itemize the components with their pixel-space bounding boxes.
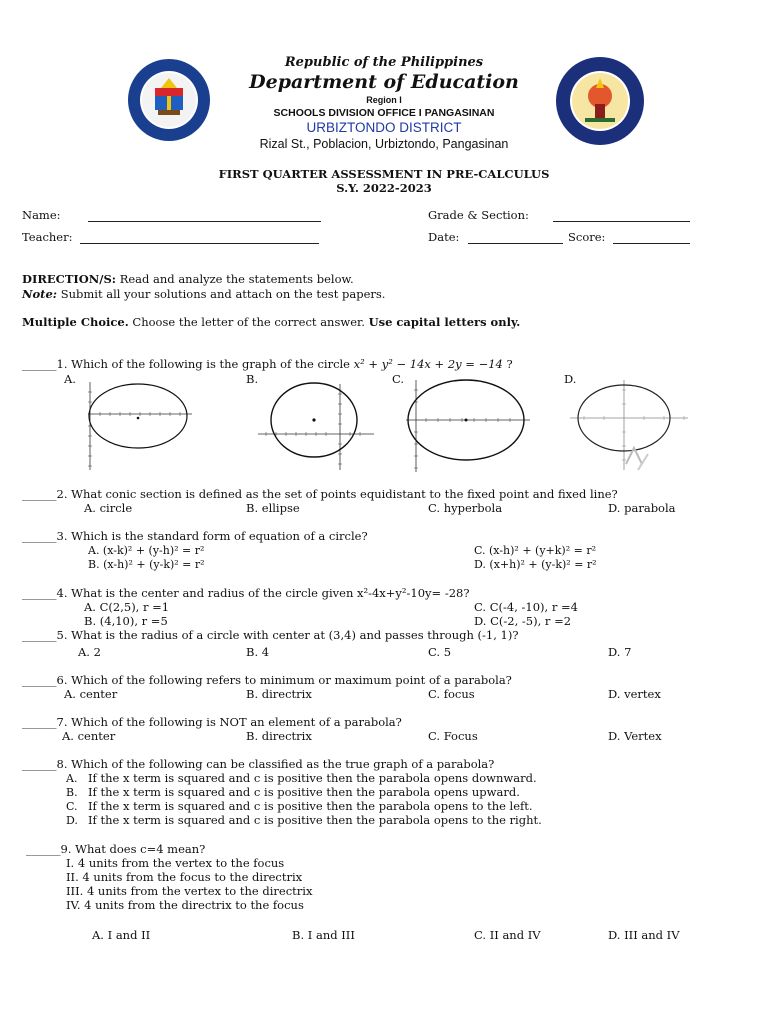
q8-option-c[interactable]: If the x term is squared and c is positive then the parabola opens to the left. <box>88 799 533 813</box>
note-line <box>22 287 385 301</box>
note-text: Submit all your solutions and attach on the test papers. <box>57 287 386 301</box>
grade-section-label: Grade & Section: <box>428 208 529 222</box>
answer-blank[interactable]: ______ <box>22 586 57 600</box>
directions-line <box>22 272 354 286</box>
q7-option-b[interactable]: B. directrix <box>246 729 312 743</box>
address-label: Rizal St., Poblacion, Urbiztondo, Pangasinan <box>259 137 509 151</box>
directions-label: DIRECTION/S: <box>22 272 117 286</box>
q4-option-a[interactable]: A. C(2,5), r =1 <box>84 600 170 614</box>
q6-option-b[interactable]: B. directrix <box>246 687 312 701</box>
question-6 <box>22 673 512 687</box>
question-9 <box>26 842 205 856</box>
teacher-label: Teacher: <box>22 230 73 244</box>
q7-option-a[interactable]: A. center <box>62 729 116 743</box>
q5-option-d[interactable]: D. 7 <box>608 645 632 659</box>
date-label: Date: <box>428 230 460 244</box>
q2-option-d[interactable]: D. parabola <box>608 501 676 515</box>
q8-option-d-letter[interactable]: D. <box>66 814 78 827</box>
graph-option-b[interactable] <box>256 382 376 472</box>
name-label: Name: <box>22 208 61 222</box>
question-text: 2. What conic section is defined as the set of points equidistant to the fixed point and fixed line? <box>56 487 618 501</box>
q4-option-b[interactable]: B. (4,10), r =5 <box>84 614 168 628</box>
question-3 <box>22 529 368 543</box>
question-5 <box>22 628 519 642</box>
question-end: ? <box>502 357 513 371</box>
q6-option-d[interactable]: D. vertex <box>608 687 661 701</box>
q3-option-d[interactable]: D. (x+h)² + (y-k)² = r² <box>474 558 597 571</box>
q8-option-c-letter[interactable]: C. <box>66 800 78 813</box>
answer-blank[interactable]: ______ <box>22 757 57 771</box>
question-7 <box>22 715 402 729</box>
q6-option-c[interactable]: C. focus <box>428 687 475 701</box>
question-text: 3. Which is the standard form of equation of a circle? <box>56 529 368 543</box>
answer-blank[interactable]: ______ <box>22 628 57 642</box>
q7-option-d[interactable]: D. Vertex <box>608 729 662 743</box>
graph-option-c[interactable] <box>404 378 532 474</box>
q8-option-d[interactable]: If the x term is squared and c is positive then the parabola opens to the right. <box>88 813 542 827</box>
teacher-field[interactable] <box>80 243 319 244</box>
graph-option-a[interactable] <box>80 378 194 472</box>
answer-blank[interactable]: ______ <box>22 715 57 729</box>
q1-option-c-label[interactable]: C. <box>392 372 405 386</box>
q4-option-c[interactable]: C. C(-4, -10), r =4 <box>474 600 578 614</box>
grade-section-field[interactable] <box>553 221 690 222</box>
q8-option-a[interactable]: If the x term is squared and c is positive then the parabola opens downward. <box>88 771 537 785</box>
q3-option-a[interactable]: A. (x-k)² + (y-h)² = r² <box>88 544 205 557</box>
question-text: 5. What is the radius of a circle with center at (3,4) and passes through (-1, 1)? <box>56 628 519 642</box>
mc-bold: Use capital letters only. <box>368 315 521 329</box>
region-label: Region I <box>366 95 402 105</box>
q5-option-b[interactable]: B. 4 <box>246 645 270 659</box>
q5-option-c[interactable]: C. 5 <box>428 645 452 659</box>
q4-option-d[interactable]: D. C(-2, -5), r =2 <box>474 614 572 628</box>
q8-option-a-letter[interactable]: A. <box>66 772 78 785</box>
q9-option-a[interactable]: A. I and II <box>92 928 151 942</box>
question-text: 8. Which of the following can be classified as the true graph of a parabola? <box>56 757 495 771</box>
district-label: URBIZTONDO DISTRICT <box>306 120 462 135</box>
graph-option-d[interactable] <box>568 378 690 472</box>
q1-option-a-label[interactable]: A. <box>64 372 76 386</box>
score-field[interactable] <box>613 243 690 244</box>
answer-blank[interactable]: ______ <box>22 673 57 687</box>
q2-option-b[interactable]: B. ellipse <box>246 501 300 515</box>
assessment-title: FIRST QUARTER ASSESSMENT IN PRE-CALCULUS <box>218 167 550 181</box>
q9-option-d[interactable]: D. III and IV <box>608 928 680 942</box>
q9-statement-iii: III. 4 units from the vertex to the directrix <box>66 884 313 898</box>
q1-option-b-label[interactable]: B. <box>246 372 259 386</box>
q8-option-b-letter[interactable]: B. <box>66 786 78 799</box>
question-text: 6. Which of the following refers to minimum or maximum point of a parabola? <box>56 673 512 687</box>
q9-statement-ii: II. 4 units from the focus to the directrix <box>66 870 303 884</box>
q2-option-a[interactable]: A. circle <box>84 501 133 515</box>
answer-blank[interactable]: ______ <box>22 487 57 501</box>
question-text: 7. Which of the following is NOT an element of a parabola? <box>56 715 402 729</box>
q9-statement-i: I. 4 units from the vertex to the focus <box>66 856 285 870</box>
department-header: Department of Education <box>249 71 519 93</box>
directions-text: Read and analyze the statements below. <box>116 272 354 286</box>
question-text: 1. Which of the following is the graph of the circle <box>56 357 354 371</box>
question-4 <box>22 586 470 600</box>
score-label: Score: <box>568 230 606 244</box>
q9-statement-iv: IV. 4 units from the directrix to the focus <box>66 898 304 912</box>
q1-option-d-label[interactable]: D. <box>564 372 577 386</box>
q9-option-b[interactable]: B. I and III <box>292 928 355 942</box>
q6-option-a[interactable]: A. center <box>64 687 118 701</box>
question-8 <box>22 757 494 771</box>
q9-option-c[interactable]: C. II and IV <box>474 928 541 942</box>
q5-option-a[interactable]: A. 2 <box>78 645 101 659</box>
mc-text: Choose the letter of the correct answer. <box>128 315 369 329</box>
date-field[interactable] <box>468 243 563 244</box>
question-text: 9. What does c=4 mean? <box>60 842 206 856</box>
q3-option-b[interactable]: B. (x-h)² + (y-k)² = r² <box>88 558 205 571</box>
division-label: SCHOOLS DIVISION OFFICE I PANGASINAN <box>273 107 495 119</box>
q7-option-c[interactable]: C. Focus <box>428 729 478 743</box>
question-1 <box>22 357 513 371</box>
answer-blank[interactable]: ______ <box>26 842 61 856</box>
q2-option-c[interactable]: C. hyperbola <box>428 501 503 515</box>
answer-blank[interactable]: ______ <box>22 357 57 371</box>
question-2 <box>22 487 618 501</box>
mc-label: Multiple Choice. <box>22 315 129 329</box>
multiple-choice-instruction <box>22 315 520 329</box>
answer-blank[interactable]: ______ <box>22 529 57 543</box>
q8-option-b[interactable]: If the x term is squared and c is positive then the parabola opens upward. <box>88 785 520 799</box>
question-text: 4. What is the center and radius of the circle given x²-4x+y²-10y= -28? <box>56 586 470 600</box>
school-year: S.Y. 2022-2023 <box>336 181 432 195</box>
republic-header: Republic of the Philippines <box>284 55 484 70</box>
q3-option-c[interactable]: C. (x-h)² + (y+k)² = r² <box>474 544 596 557</box>
name-field[interactable] <box>88 221 321 222</box>
note-label: Note: <box>22 287 58 301</box>
circle-equation: x² + y² − 14x + 2y = −14 <box>353 357 503 371</box>
